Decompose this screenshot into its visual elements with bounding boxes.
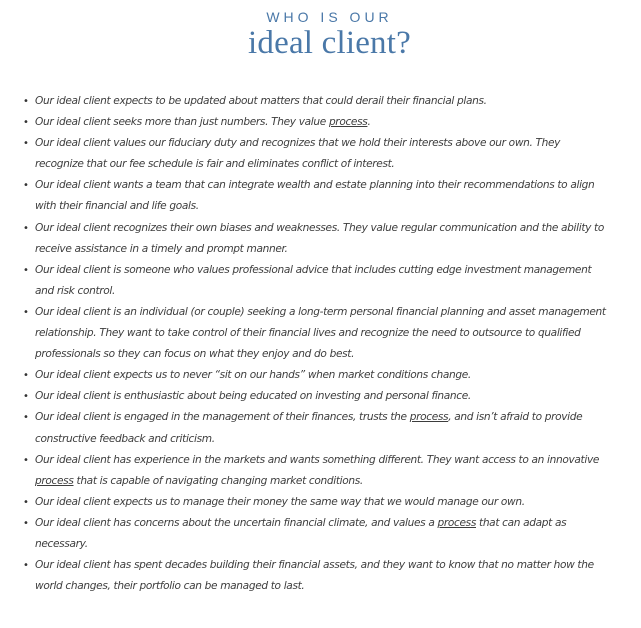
heading-kicker: WHO IS OUR — [266, 9, 393, 25]
bullet-icon: • — [23, 306, 29, 318]
list-item: • Our ideal client recognizes their own biases and weaknesses. They value regular communication and the ability to receive assistance in a timely and prompt manner. — [35, 218, 607, 260]
process-link[interactable]: process — [409, 411, 449, 424]
list-item: • Our ideal client is someone who values professional advice that includes cutting edge investment management and risk control. — [35, 260, 607, 302]
bullet-icon: • — [23, 517, 29, 529]
page-heading — [0, 8, 641, 60]
bullet-icon: • — [23, 412, 29, 424]
bullet-icon: • — [23, 96, 29, 107]
list-item: • Our ideal client has experience in the markets and wants something different. They want access to an innovative process that is capable of navigating changing market conditions. — [35, 450, 607, 492]
bullet-icon: • — [23, 496, 29, 508]
bullet-icon: • — [23, 454, 29, 466]
list-item: • Our ideal client wants a team that can integrate wealth and estate planning into their recommendations to align with their financial and life goals. — [35, 175, 607, 217]
bullet-icon: • — [23, 117, 29, 129]
list-item: • Our ideal client values our fiduciary duty and recognizes that we hold their interests above our own. They recognize that our fee schedule is fair and eliminates conflict of interest. — [35, 133, 607, 175]
bullet-icon: • — [23, 222, 29, 234]
list-item: • Our ideal client expects to be updated about matters that could derail their financial plans. — [35, 91, 607, 112]
list-item: • Our ideal client is engaged in the management of their finances, trusts the process, and isn’t afraid to provide constructive feedback and criticism. — [35, 407, 607, 449]
bullet-icon: • — [23, 370, 29, 382]
list-item: • Our ideal client expects us to manage their money the same way that we would manage our own. — [35, 492, 607, 513]
list-item: • Our ideal client is an individual (or couple) seeking a long-term personal financial planning and asset management relationship. They want to take control of their financial lives and recognize the need to outsource to qualified professionals so they can focus on what they enjoy and do best. — [35, 302, 607, 365]
list-item: • Our ideal client has concerns about the uncertain financial climate, and values a process that can adapt as necessary. — [35, 513, 607, 555]
bullet-icon: • — [23, 391, 29, 403]
process-link[interactable]: process — [437, 516, 476, 529]
list-item: • Our ideal client expects us to never “sit on our hands” when market conditions change. — [35, 365, 607, 386]
process-link[interactable]: process — [35, 474, 74, 487]
bullet-icon: • — [23, 180, 29, 192]
list-item: • Our ideal client seeks more than just numbers. They value process. — [35, 112, 607, 133]
list-item: • Our ideal client has spent decades building their financial assets, and they want to know that no matter how the world changes, their portfolio can be managed to last. — [35, 555, 607, 597]
bullet-icon: • — [23, 138, 29, 150]
process-link[interactable]: process — [328, 116, 368, 129]
bullet-icon: • — [23, 560, 29, 572]
bullet-icon: • — [23, 264, 29, 276]
ideal-client-list — [0, 91, 607, 597]
page-title: ideal client? — [248, 25, 411, 61]
list-item: • Our ideal client is enthusiastic about being educated on investing and personal finance. — [35, 386, 607, 407]
